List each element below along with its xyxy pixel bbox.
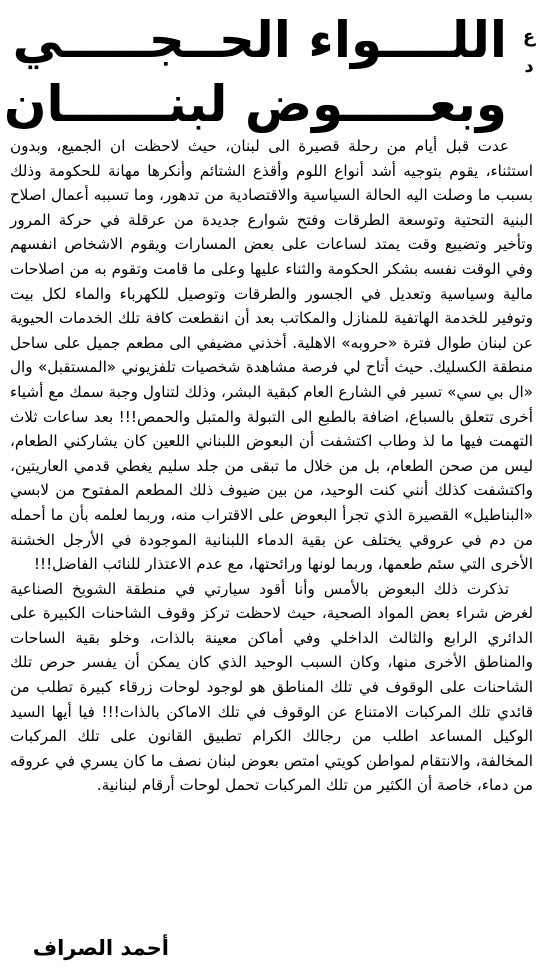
headline-line-2: وبعـــــوض لبنــــــان bbox=[3, 75, 507, 133]
article-body bbox=[10, 134, 533, 798]
author-signature: أحمد الصراف bbox=[32, 936, 169, 960]
headline-line-1: اللــــواء الحــجـــــي bbox=[12, 11, 507, 69]
paragraph-1: عدت قبل أيام من رحلة قصيرة الى لبنان، حيث لاحظت ان الجميع، وبدون استثناء، يقوم بتوجيه أشد أنواع اللوم وأقذع الشتائم وأنكرها مهانة للحكومة وذلك بسبب ما وصلت اليه الحالة السياسية والاقتصادية من تدهور، وما تسببه أعمال اصلاح البنية التحتية وتوسعة الطرقات وفتح شوارع جديدة من عرقلة في حركة المرور وتأخير وتضييع وقت يمتد لساعات على بعض المسارات ويقوم الاشخاص انفسهم وفي الوقت نفسه بشكر الحكومة والثناء عليها وعلى ما قامت وتقوم به من اصلاحات مالية وسياسية وتعديل في الجسور والطرقات وتوصيل للكهرباء والماء لكل بيت وتوفير للخدمة الهاتفية للمنازل والمكاتب بعد أن انقطعت كافة تلك الخدمات الحيوية عن لبنان طوال فترة «حروبه» الاهلية. أخذني مضيفي الى مطعم جميل على ساحل منطقة الكسليك. حيث أتاح لي فرصة مشاهدة شخصيات تلفزيوني «المستقبل» وال «ال بي سي» تسير في الشارع العام كبقية البشر، وذلك لتناول وجبة سمك مع أشياء أخرى تتعلق بالسباع، اضافة بالطبع الى التبولة والمتبل والحمص!!! بعد ساعات ثلاث التهمت فيها ما لذ وطاب اكتشفت أن البعوض اللبناني اللعين كان يشاركني الطعام، ليس من صحن الطعام، بل من خلال ما تبقى من جلد سليم يغطي قدمي العاريتين، واكتشفت كذلك أنني كنت الوحيد، من بين ضيوف ذلك المطعم المفتوح من لابسي «البناطيل» القصيرة الذي تجرأ البعوض على الاقتراب منه، وربما لعلمه بأن ما أحمله من دم في عروقي يختلف عن بقية الدماء اللبنانية الموجودة في الأرجل الخشنة الأخرى التي سئم طعمها، وربما لونها ورائحتها، مع عدم الاعتذار للنائب الفاضل!!! bbox=[10, 137, 533, 574]
column-marker: ع د bbox=[522, 26, 536, 77]
paragraph-2: تذكرت ذلك البعوض بالأمس وأنا أقود سيارتي في منطقة الشويخ الصناعية لغرض شراء بعض المواد الصحية، حيث لاحظت تركز وقوف الشاحنات الكبيرة على الدائري الرابع والثالث الداخلي وفي أماكن معينة بالذات، وخلو بقية الساحات والمناطق الأخرى منها، وكان السبب الوحيد الذي كان يمكن أن يفسر حرص تلك الشاحنات على الوقوف في تلك المناطق هو لوجود لوحات زرقاء كبيرة تطلب من قائدي تلك المركبات الامتناع عن الوقوف في تلك الاماكن بالذات!!! فيا أيها السيد الوكيل المساعد اطلب من رجالك الكرام تطبيق القانون على تلك المركبات المخالفة، والانتقام لمواطن كويتي امتص بعوض لبنان نصف ما كان يسري في عروقه من دماء، خاصة أن الكثير من تلك المركبات تحمل لوحات أرقام لبنانية. bbox=[10, 579, 533, 795]
article-headline bbox=[3, 8, 507, 136]
